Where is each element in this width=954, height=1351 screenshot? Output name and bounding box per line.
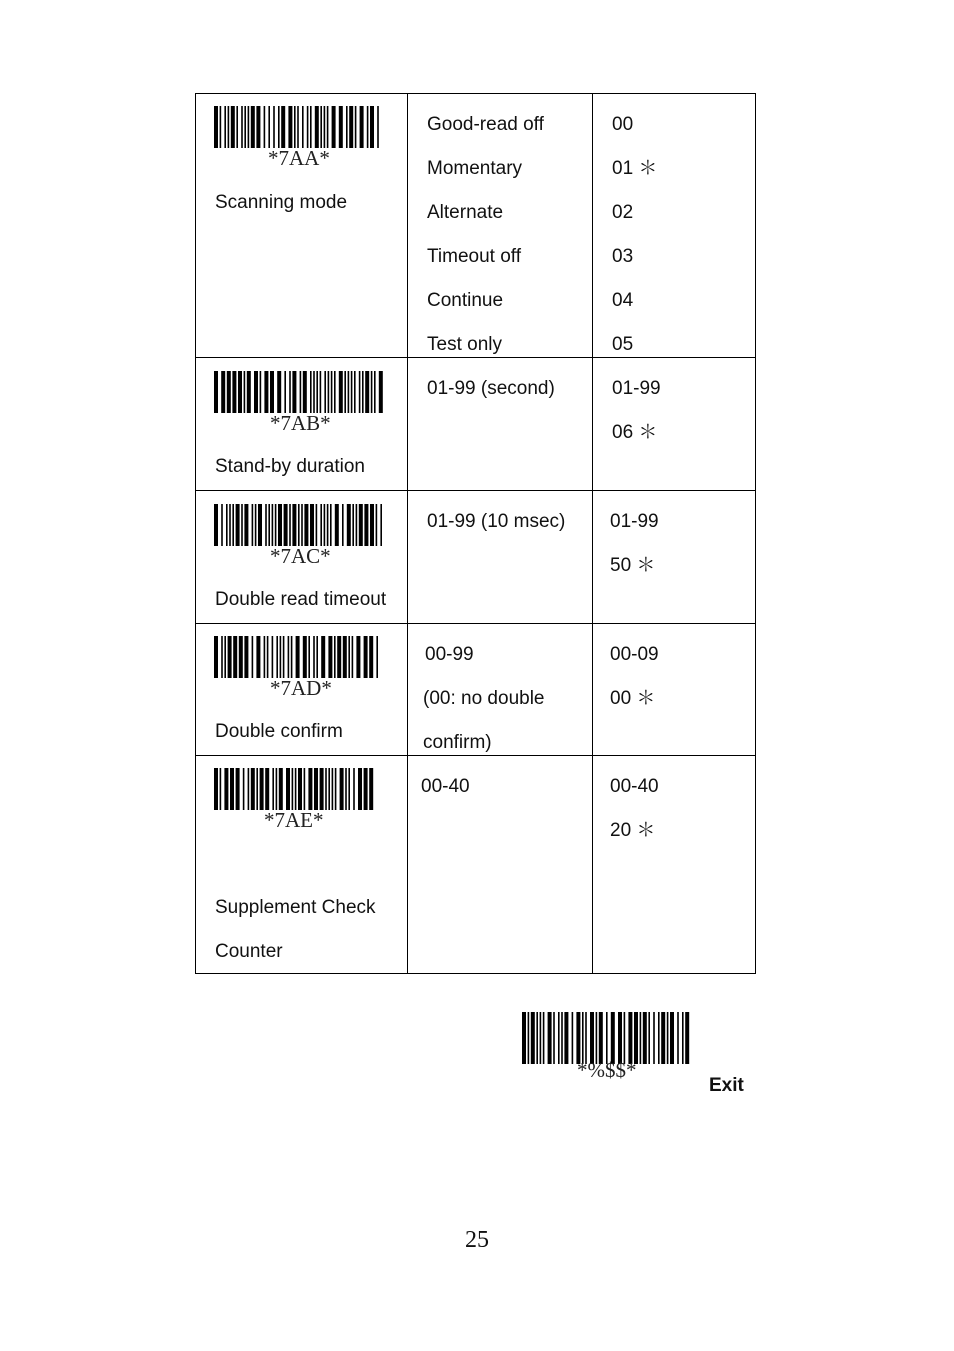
value-text: 01 ＊ — [612, 158, 658, 179]
options-cell — [408, 358, 593, 490]
setting-label: Double confirm — [215, 721, 343, 742]
barcode-bar — [356, 504, 358, 546]
barcode-bar — [221, 636, 223, 678]
exit-barcode — [522, 1012, 690, 1064]
values-cell — [593, 624, 755, 755]
option-text: Alternate — [427, 202, 504, 223]
barcode-bar — [351, 371, 353, 413]
barcode-bar — [358, 768, 362, 810]
barcode-bar — [582, 1012, 584, 1064]
barcode-bar — [548, 1012, 552, 1064]
barcode-bar — [255, 504, 257, 546]
barcode-bar — [682, 1012, 684, 1064]
barcode-bar — [284, 371, 286, 413]
barcode-bar — [634, 1012, 638, 1064]
barcode-bar — [230, 768, 234, 810]
setting-cell — [196, 491, 408, 623]
barcode-bar — [220, 768, 222, 810]
barcode-bar — [278, 106, 280, 148]
value-text: 02 — [612, 202, 634, 223]
option-text: Timeout off — [427, 246, 521, 267]
table-row — [196, 94, 755, 357]
barcode-bar — [294, 106, 296, 148]
barcode-bar — [214, 504, 218, 546]
setting-cell — [196, 756, 408, 973]
barcode-bar — [243, 768, 245, 810]
barcode-bar — [344, 371, 346, 413]
barcode-bar — [677, 1012, 679, 1064]
barcode-bar — [288, 106, 292, 148]
barcode-bar — [670, 1012, 674, 1064]
barcode-bar — [284, 504, 288, 546]
barcode-bar — [553, 1012, 555, 1064]
barcode-bar — [291, 636, 293, 678]
barcode-bar — [324, 504, 326, 546]
setting-label: Supplement Check — [215, 897, 376, 918]
barcode-bar — [377, 106, 379, 148]
option-text: Continue — [427, 290, 504, 311]
barcode-bar — [658, 1012, 660, 1064]
barcode-bar — [256, 106, 260, 148]
barcode-bar — [313, 636, 315, 678]
table-row — [196, 623, 755, 755]
barcode-bar — [260, 768, 264, 810]
barcode-bar — [345, 768, 347, 810]
barcode-bar — [310, 371, 312, 413]
barcode-bar — [370, 106, 374, 148]
barcode-bar — [314, 768, 318, 810]
barcode-bar — [228, 106, 230, 148]
barcode-bar — [315, 106, 319, 148]
barcode-bar — [327, 106, 329, 148]
value-text: 03 — [612, 246, 634, 267]
barcode-bar — [343, 636, 347, 678]
barcode-bar — [330, 504, 332, 546]
setting-label: Double read timeout — [215, 589, 387, 610]
barcode-bar — [302, 106, 304, 148]
barcode-bar — [528, 1012, 530, 1064]
value-text: 01-99 — [612, 378, 661, 399]
barcode-bar — [364, 504, 368, 546]
option-text: 00-40 — [421, 776, 470, 797]
barcode-bar — [236, 768, 240, 810]
setting-cell — [196, 358, 408, 490]
exit-barcode-text: *%$$* — [577, 1058, 637, 1082]
option-text: Test only — [427, 334, 502, 355]
value-text: 00 ＊ — [610, 688, 656, 709]
option-text: 01-99 (10 msec) — [427, 511, 566, 532]
barcode-bar — [244, 106, 246, 148]
barcode-bar — [325, 768, 327, 810]
barcode-bar — [334, 636, 336, 678]
page-number: 25 — [465, 1227, 489, 1253]
barcode-bar — [248, 106, 250, 148]
barcode-bar — [265, 504, 267, 546]
barcode-bar — [316, 636, 318, 678]
barcode-bar — [355, 106, 357, 148]
barcode-bar — [248, 768, 250, 810]
barcode-bar — [231, 106, 235, 148]
barcode-text: *7AC* — [270, 544, 331, 568]
barcode-bar — [275, 504, 277, 546]
barcode-bar — [273, 106, 275, 148]
barcode — [214, 504, 384, 546]
barcode-bar — [292, 768, 294, 810]
barcode-bar — [268, 504, 270, 546]
options-cell — [408, 94, 593, 357]
barcode-bar — [280, 636, 282, 678]
barcode-bar — [543, 1012, 545, 1064]
barcode-bar — [224, 768, 228, 810]
barcode-bar — [320, 106, 322, 148]
barcode-bar — [340, 768, 344, 810]
barcode-bar — [352, 504, 354, 546]
barcode-bar — [667, 1012, 669, 1064]
barcode-bar — [307, 106, 309, 148]
barcode-bar — [256, 768, 258, 810]
barcode-bar — [624, 1012, 626, 1064]
barcode-bar — [241, 106, 243, 148]
barcode-bar — [301, 504, 303, 546]
barcode-bar — [324, 371, 326, 413]
barcode-bar — [264, 636, 266, 678]
option-text: confirm) — [423, 732, 492, 753]
barcode-bar — [227, 371, 231, 413]
barcode-bar — [254, 371, 258, 413]
barcode-bar — [308, 636, 310, 678]
barcode-bar — [264, 106, 266, 148]
barcode-bar — [214, 768, 218, 810]
barcode-bar — [561, 1012, 563, 1064]
setting-label: Stand-by duration — [215, 456, 365, 477]
barcode-bar — [576, 1012, 580, 1064]
barcode-bar — [297, 106, 299, 148]
barcode-bar — [564, 1012, 568, 1064]
barcode-bar — [348, 636, 350, 678]
barcode-bar — [376, 636, 378, 678]
value-text: 05 — [612, 334, 634, 355]
barcode-bar — [238, 371, 242, 413]
barcode-bar — [369, 768, 373, 810]
barcode-bar — [258, 504, 262, 546]
barcode-bar — [327, 504, 329, 546]
barcode-bar — [661, 1012, 665, 1064]
barcode-bar — [540, 1012, 542, 1064]
barcode-bar — [331, 371, 333, 413]
barcode-bar — [304, 504, 308, 546]
option-text: Momentary — [427, 158, 523, 179]
barcode-bar — [572, 1012, 574, 1064]
barcode-bar — [332, 768, 334, 810]
setting-cell — [196, 624, 408, 755]
barcode-bar — [278, 504, 282, 546]
barcode-bar — [224, 106, 226, 148]
barcode-bar — [298, 504, 300, 546]
barcode-bar — [536, 1012, 538, 1064]
barcode-bar — [229, 504, 231, 546]
barcode-bar — [337, 636, 341, 678]
barcode-bar — [221, 504, 223, 546]
value-text: 01-99 — [610, 511, 659, 532]
barcode-bar — [241, 504, 243, 546]
barcode-bar — [313, 371, 315, 413]
barcode-bar — [228, 636, 232, 678]
barcode — [214, 371, 384, 413]
barcode-bar — [288, 636, 290, 678]
barcode — [214, 768, 376, 810]
option-text: Good-read off — [427, 114, 544, 135]
barcode-bar — [310, 504, 314, 546]
barcode-bar — [531, 1012, 535, 1064]
barcode-bar — [606, 1012, 608, 1064]
barcode — [214, 106, 384, 148]
barcode-bar — [214, 106, 218, 148]
barcode-bar — [296, 636, 300, 678]
barcode-bar — [283, 636, 285, 678]
barcode-bar — [298, 768, 302, 810]
barcode-bar — [289, 371, 291, 413]
options-cell — [408, 491, 593, 623]
barcode-bar — [362, 371, 364, 413]
barcode-bar — [349, 106, 353, 148]
settings-table — [195, 93, 756, 974]
barcode-bar — [265, 768, 269, 810]
table-row — [196, 755, 755, 973]
barcode-bar — [316, 504, 318, 546]
table-row — [196, 490, 755, 623]
barcode-bar — [310, 106, 312, 148]
barcode-bar — [347, 504, 351, 546]
barcode-bar — [335, 768, 337, 810]
value-text: 00 — [612, 114, 634, 135]
values-cell — [593, 491, 755, 623]
barcode-bar — [342, 504, 344, 546]
barcode-text: *7AE* — [264, 808, 324, 832]
barcode-bar — [353, 768, 355, 810]
value-text: 20 ＊ — [610, 820, 656, 841]
barcode-bar — [232, 371, 236, 413]
barcode-bar — [643, 1012, 647, 1064]
barcode-bar — [272, 636, 274, 678]
barcode-bar — [376, 504, 378, 546]
barcode-bar — [251, 768, 255, 810]
values-cell — [593, 358, 755, 490]
barcode-bar — [277, 371, 281, 413]
values-cell — [593, 756, 755, 973]
barcode-bar — [335, 504, 339, 546]
barcode-bar — [628, 1012, 632, 1064]
barcode-bar — [272, 768, 274, 810]
barcode-bar — [369, 636, 373, 678]
barcode-bar — [653, 1012, 655, 1064]
barcode-bar — [374, 371, 376, 413]
barcode-bar — [292, 371, 296, 413]
value-text: 00-40 — [610, 776, 659, 797]
barcode-bar — [339, 106, 343, 148]
barcode-bar — [267, 636, 269, 678]
barcode-bar — [321, 636, 325, 678]
barcode-bar — [251, 106, 255, 148]
barcode-bar — [685, 1012, 689, 1064]
barcode-bar — [264, 371, 268, 413]
barcode — [214, 636, 384, 678]
value-text: 50 ＊ — [610, 555, 656, 576]
barcode-bar — [260, 371, 262, 413]
barcode-bar — [276, 768, 278, 810]
barcode-bar — [256, 636, 260, 678]
options-cell — [408, 756, 593, 973]
values-cell — [593, 94, 755, 357]
barcode-bar — [286, 768, 290, 810]
barcode-bar — [590, 1012, 594, 1064]
table-row — [196, 357, 755, 490]
barcode-bar — [334, 371, 336, 413]
barcode-bar — [328, 768, 330, 810]
exit-label: Exit — [709, 1075, 744, 1096]
barcode-bar — [328, 371, 330, 413]
barcode-bar — [220, 106, 222, 148]
barcode-bar — [303, 636, 307, 678]
barcode-bar — [371, 371, 373, 413]
barcode-bar — [226, 504, 228, 546]
barcode-bar — [320, 768, 324, 810]
barcode-bar — [236, 504, 240, 546]
setting-cell — [196, 94, 408, 357]
barcode-bar — [295, 768, 297, 810]
barcode-bar — [268, 106, 270, 148]
barcode-bar — [332, 106, 336, 148]
barcode-bar — [364, 636, 368, 678]
barcode-bar — [244, 636, 248, 678]
barcode-bar — [289, 504, 291, 546]
barcode-bar — [252, 504, 254, 546]
barcode-bar — [308, 768, 312, 810]
barcode-bar — [596, 1012, 598, 1064]
setting-label: Scanning mode — [215, 192, 348, 213]
barcode-bar — [365, 371, 369, 413]
barcode-bar — [224, 636, 226, 678]
barcode-bar — [522, 1012, 526, 1064]
barcode-text: *7AA* — [268, 146, 330, 170]
option-text: 00-99 — [425, 644, 474, 665]
barcode-bar — [379, 371, 383, 413]
barcode-bar — [558, 1012, 560, 1064]
barcode-bar — [232, 504, 234, 546]
barcode-bar — [279, 768, 283, 810]
options-cell — [408, 624, 593, 755]
barcode-bar — [303, 371, 307, 413]
barcode-bar — [599, 1012, 603, 1064]
option-text: (00: no double — [423, 688, 545, 709]
barcode-bar — [292, 504, 296, 546]
barcode-bar — [316, 371, 318, 413]
barcode-bar — [276, 636, 278, 678]
barcode-text: *7AB* — [270, 411, 331, 435]
barcode-text: *7AD* — [270, 676, 332, 700]
value-text: 04 — [612, 290, 634, 311]
barcode-bar — [618, 1012, 622, 1064]
barcode-bar — [239, 636, 243, 678]
barcode-bar — [214, 636, 218, 678]
barcode-bar — [648, 1012, 650, 1064]
barcode-bar — [328, 636, 332, 678]
barcode-bar — [214, 371, 218, 413]
barcode-bar — [352, 636, 354, 678]
barcode-bar — [320, 371, 322, 413]
barcode-bar — [359, 371, 361, 413]
barcode-bar — [611, 1012, 615, 1064]
barcode-bar — [359, 504, 363, 546]
barcode-bar — [252, 636, 254, 678]
value-text: 00-09 — [610, 644, 659, 665]
barcode-bar — [233, 636, 237, 678]
setting-label: Counter — [215, 941, 283, 962]
barcode-bar — [364, 768, 368, 810]
barcode-bar — [367, 106, 369, 148]
barcode-bar — [348, 371, 350, 413]
barcode-bar — [270, 371, 274, 413]
barcode-bar — [300, 371, 302, 413]
barcode-bar — [304, 768, 306, 810]
barcode-bar — [356, 636, 360, 678]
barcode-bar — [244, 504, 248, 546]
barcode-bar — [640, 1012, 642, 1064]
barcode-bar — [272, 504, 274, 546]
barcode-bar — [236, 106, 238, 148]
value-text: 06 ＊ — [612, 422, 658, 443]
barcode-bar — [346, 106, 348, 148]
barcode-bar — [221, 371, 225, 413]
barcode-bar — [370, 504, 374, 546]
barcode-bar — [585, 1012, 587, 1064]
barcode-bar — [324, 106, 326, 148]
barcode-bar — [354, 371, 356, 413]
barcode-bar — [320, 504, 322, 546]
barcode-bar — [247, 371, 251, 413]
barcode-bar — [244, 371, 246, 413]
barcode-bar — [360, 106, 364, 148]
barcode-bar — [339, 371, 343, 413]
barcode-bar — [281, 106, 285, 148]
barcode-bar — [380, 504, 382, 546]
barcode-bar — [348, 768, 350, 810]
option-text: 01-99 (second) — [427, 378, 555, 399]
